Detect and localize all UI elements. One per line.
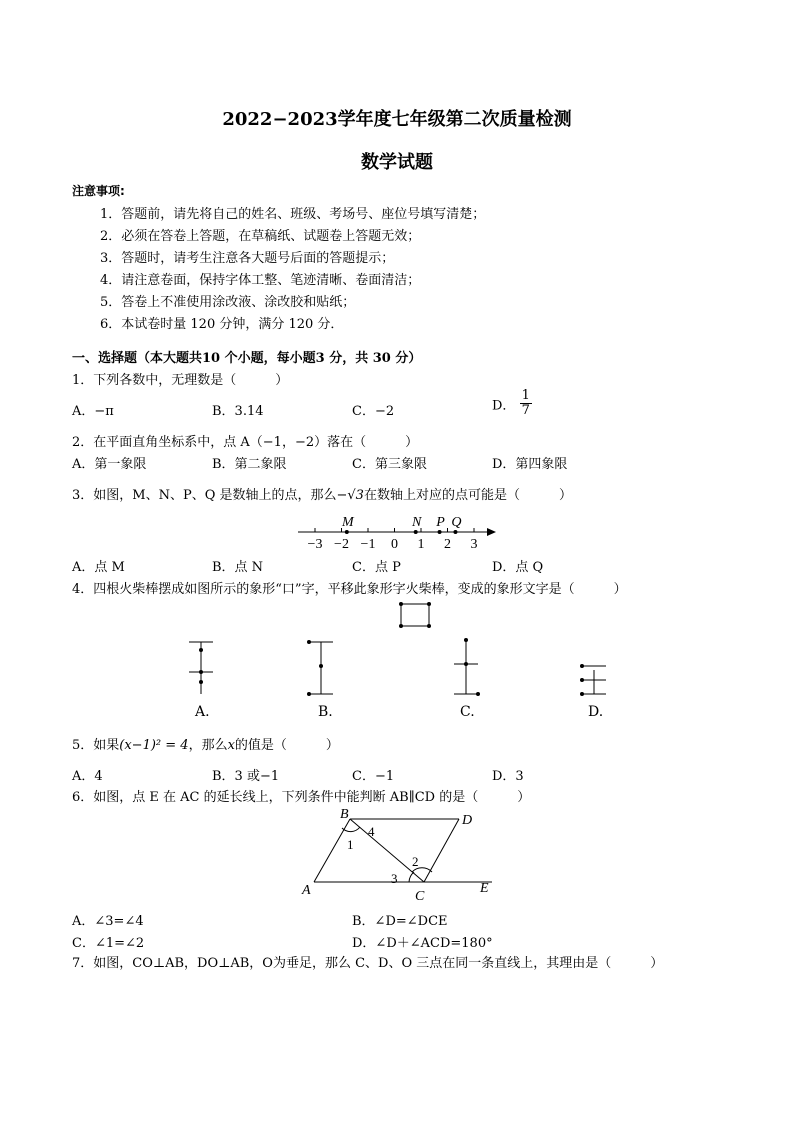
fraction-denominator: 7: [521, 403, 530, 419]
question-1-stem: 1．下列各数中，无理数是（ ）: [72, 373, 289, 388]
q5-option-d: D．3: [492, 769, 524, 784]
point-marker: [345, 530, 349, 534]
q1-option-c: C．−2: [352, 404, 395, 419]
q1-option-d-prefix: D．: [492, 398, 516, 414]
q2-option-b: B．第二象限: [212, 457, 287, 472]
axis-tick-label: 1: [417, 537, 425, 552]
point-label: B: [340, 807, 349, 822]
math-expression: (x−1)² = 4: [119, 738, 189, 753]
point-label: D: [462, 813, 473, 828]
point-label: M: [341, 515, 354, 530]
axis-tick-label: −2: [334, 537, 349, 552]
q1-option-b: B．3.14: [212, 404, 264, 419]
axis-tick-label: 0: [391, 537, 398, 552]
q5-option-b: B．3 或−1: [212, 769, 280, 784]
question-3-stem: [72, 484, 572, 503]
matchstick-square-figure: [393, 598, 435, 634]
point-label: N: [412, 515, 422, 530]
notice-heading: 注意事项:: [72, 184, 125, 198]
q3-stem-pre: 3．如图，M、N、P、Q 是数轴上的点，那么: [72, 488, 337, 503]
point-label: E: [480, 881, 489, 896]
q2-option-c: C．第三象限: [352, 457, 427, 472]
notice-item: 4．请注意卷面，保持字体工整、笔迹清晰、卷面清洁；: [100, 273, 421, 288]
question-2-stem: 2．在平面直角坐标系中，点 A（−1，−2）落在（ ）: [72, 435, 419, 450]
angle-label: 1: [347, 837, 354, 852]
q6-option-c: C．∠1=∠2: [72, 936, 145, 951]
q2-option-d: D．第四象限: [492, 457, 568, 472]
question-5-stem: [72, 734, 339, 753]
math-variable: x: [227, 738, 235, 753]
q1-option-d: [492, 389, 532, 419]
q3-option-d: D．点 Q: [492, 560, 544, 575]
point-label: Q: [451, 515, 462, 530]
q3-option-c: C．点 P: [352, 560, 401, 575]
q4-figure-b: [303, 636, 339, 700]
q5-stem-mid: ，那么: [188, 738, 228, 753]
q5-stem-pre: 5．如果: [72, 738, 120, 753]
q4-label-a: A.: [195, 704, 210, 720]
q5-option-a: A．4: [72, 769, 103, 784]
q1-option-a: A．−π: [72, 404, 114, 419]
axis-tick-label: 2: [444, 537, 451, 552]
point-label: A: [302, 883, 311, 898]
notice-item: 1．答题前，请先将自己的姓名、班级、考场号、座位号填写清楚；: [100, 207, 486, 222]
point-marker: [453, 530, 457, 534]
point-label: C: [415, 889, 425, 904]
axis-tick-label: −1: [360, 537, 376, 552]
q2-option-a: A．第一象限: [72, 457, 147, 472]
q4-figure-d: [576, 660, 612, 700]
axis-tick-label: −3: [307, 537, 323, 552]
q6-option-a: A．∠3=∠4: [72, 914, 144, 929]
q3-option-b: B．点 N: [212, 560, 264, 575]
question-4-stem: 4．四根火柴棒摆成如图所示的象形“口”字，平移此象形字火柴棒，变成的象形文字是（ ）: [72, 582, 627, 597]
question-7-stem: 7．如图，CO⊥AB，DO⊥AB，O为垂足，那么 C、D、O 三点在同一条直线上，其理由是（ ）: [72, 956, 664, 971]
q4-label-b: B.: [318, 704, 333, 720]
q6-option-d: D．∠D＋∠ACD=180°: [352, 936, 493, 951]
math-expression: −√3: [336, 488, 364, 503]
q4-label-d: D.: [588, 704, 604, 720]
fraction-numerator: 1: [521, 388, 530, 403]
q3-option-a: A．点 M: [72, 560, 125, 575]
notice-item: 3．答题时，请考生注意各大题号后面的答题提示；: [100, 251, 395, 266]
exam-title: 2022−2023学年度七年级第二次质量检测: [222, 109, 572, 130]
q4-figure-c: [448, 636, 484, 700]
number-line-figure: [290, 508, 505, 556]
angle-label: 3: [391, 871, 398, 886]
q3-stem-post: 在数轴上对应的点可能是（ ）: [363, 488, 572, 503]
exam-subtitle: 数学试题: [361, 152, 433, 173]
arrow-icon: [487, 528, 496, 536]
point-marker: [438, 530, 442, 534]
point-marker: [414, 530, 418, 534]
question-6-stem: 6．如图，点 E 在 AC 的延长线上，下列条件中能判断 AB∥CD 的是（ ）: [72, 790, 531, 805]
point-label: P: [436, 515, 445, 530]
notice-item: 5．答卷上不准使用涂改液、涂改胶和贴纸；: [100, 295, 356, 310]
angle-label: 2: [412, 854, 419, 869]
notice-item: 6．本试卷时量 120 分钟，满分 120 分．: [100, 317, 344, 332]
fraction: [520, 389, 532, 419]
notice-item: 2．必须在答卷上答题，在草稿纸、试题卷上答题无效；: [100, 229, 421, 244]
q4-label-c: C.: [460, 704, 475, 720]
q5-option-c: C．−1: [352, 769, 395, 784]
section-heading: 一、选择题（本大题共10 个小题，每小题3 分，共 30 分）: [72, 351, 422, 366]
parallelogram-figure: [296, 806, 506, 906]
q6-option-b: B．∠D=∠DCE: [352, 914, 448, 929]
angle-label: 4: [368, 824, 375, 839]
q4-figure-a: [183, 636, 219, 700]
q5-stem-post: 的值是（ ）: [234, 738, 339, 753]
axis-tick-label: 3: [470, 537, 478, 552]
